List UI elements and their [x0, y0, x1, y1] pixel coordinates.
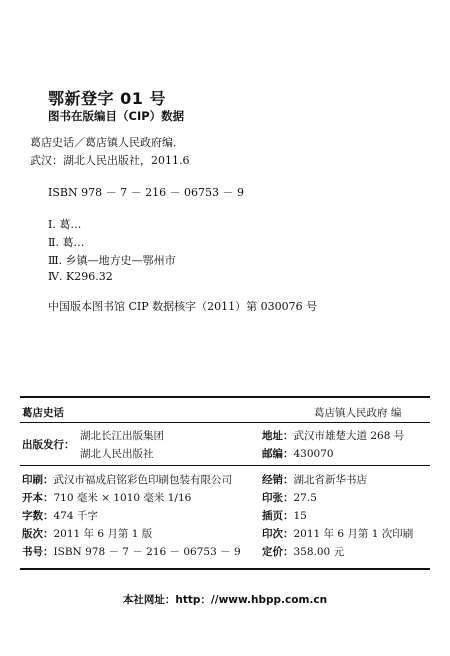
distributor-value: 湖北省新华书店 — [293, 474, 367, 486]
price-label: 定价： — [262, 546, 294, 558]
cip-index-2: Ⅱ. 葛… — [48, 236, 85, 249]
cip-title-line: 葛店史话／葛店镇人民政府编． — [30, 136, 184, 149]
publisher-group: 湖北长江出版集团 — [80, 430, 164, 442]
cip-heading: 图书在版编目（CIP）数据 — [48, 109, 185, 123]
table-rule-2 — [20, 465, 430, 466]
postcode-row — [262, 446, 334, 461]
plates-value: 15 — [293, 510, 307, 522]
words-row — [22, 508, 98, 523]
format-value: 710 毫米 × 1010 毫米 1/16 — [53, 492, 192, 504]
cip-index-4: Ⅳ. K296.32 — [48, 270, 113, 283]
sheets-label: 印张： — [262, 492, 294, 504]
impression-label: 印次： — [262, 528, 294, 540]
sheets-value: 27.5 — [293, 492, 317, 504]
plates-row — [262, 508, 307, 523]
cip-publisher-line: 武汉：湖北人民出版社，2011.6 — [30, 154, 190, 167]
table-top-rule — [20, 396, 430, 398]
edition-value: 2011 年 6 月第 1 版 — [53, 528, 153, 540]
isbn-row — [22, 544, 241, 559]
publisher-website — [0, 592, 450, 607]
publisher-row — [22, 437, 75, 452]
cip-index-3: Ⅲ. 乡镇—地方史—鄂州市 — [48, 254, 176, 267]
printer-label: 印刷： — [22, 474, 54, 486]
price-row — [262, 544, 344, 559]
words-label: 字数： — [22, 510, 54, 522]
cip-core-number: 中国版本图书馆 CIP 数据核字（2011）第 030076 号 — [48, 300, 318, 313]
isbn-value: ISBN 978 － 7 － 216 － 06753 － 9 — [53, 546, 241, 558]
book-title: 葛店史话 — [22, 407, 64, 419]
words-value: 474 千字 — [53, 510, 98, 522]
table-rule-1 — [20, 422, 430, 423]
distributor-row — [262, 472, 367, 487]
website-value[interactable]: http：//www.hbpp.com.cn — [175, 594, 328, 606]
isbn-label: 书号： — [22, 546, 54, 558]
price-value: 358.00 元 — [293, 546, 345, 558]
cip-index-1: Ⅰ. 葛… — [48, 218, 82, 231]
address-row — [262, 428, 404, 443]
website-label: 本社网址： — [122, 594, 176, 606]
postcode-label: 邮编： — [262, 448, 294, 460]
printer-value: 武汉市福成启铭彩色印刷包装有限公司 — [53, 474, 232, 486]
address-label: 地址： — [262, 430, 294, 442]
format-row — [22, 490, 191, 505]
registration-number: 鄂新登字 01 号 — [48, 89, 166, 108]
table-bottom-rule — [20, 568, 430, 570]
format-label: 开本： — [22, 492, 54, 504]
cip-isbn-line: ISBN 978 － 7 － 216 － 06753 － 9 — [48, 186, 245, 199]
address-value: 武汉市雄楚大道 268 号 — [293, 430, 405, 442]
postcode-value: 430070 — [293, 448, 334, 460]
sheets-row — [262, 490, 317, 505]
edition-label: 版次： — [22, 528, 54, 540]
impression-value: 2011 年 6 月第 1 次印刷 — [293, 528, 414, 540]
distributor-label: 经销： — [262, 474, 294, 486]
impression-row — [262, 526, 413, 541]
publisher-label: 出版发行： — [22, 439, 75, 451]
publisher-house: 湖北人民出版社 — [80, 448, 154, 460]
edition-row — [22, 526, 152, 541]
book-editor: 葛店镇人民政府 编 — [314, 407, 402, 419]
plates-label: 插页： — [262, 510, 294, 522]
printer-row — [22, 472, 232, 487]
